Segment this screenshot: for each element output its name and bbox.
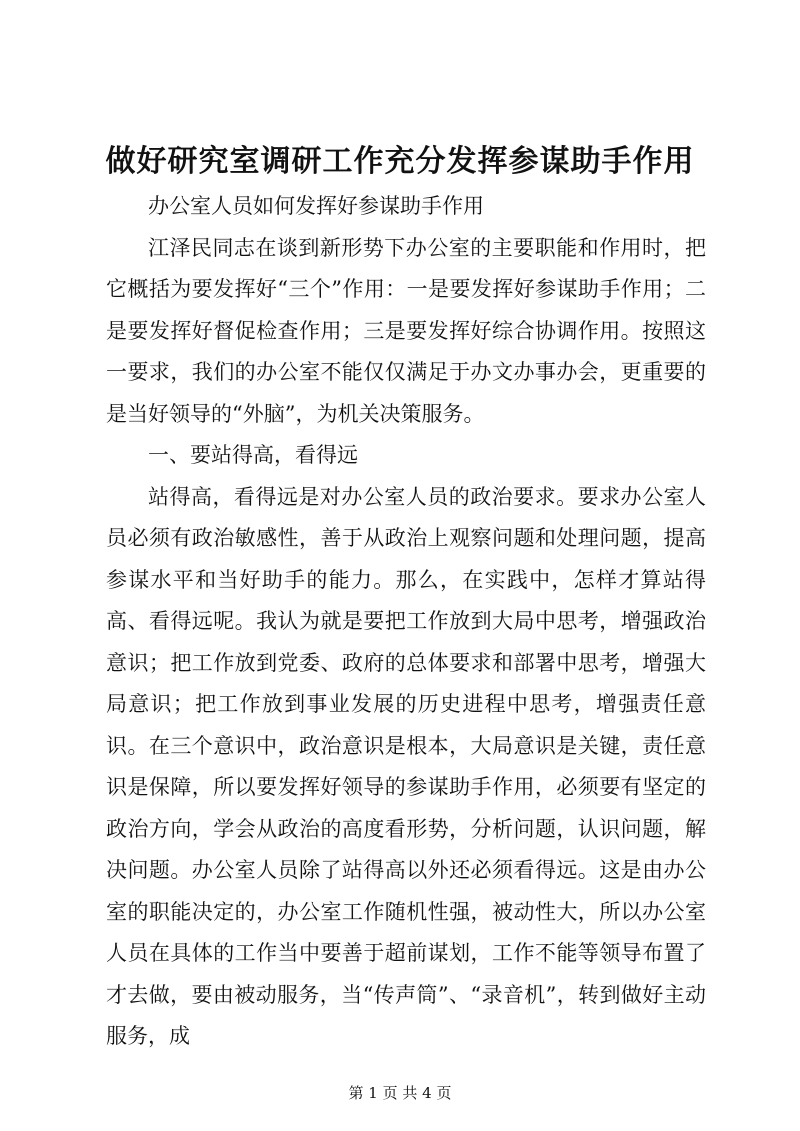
paragraph-section-body: 站得高，看得远是对办公室人员的政治要求。要求办公室人员必须有政治敏感性，善于从政治上观察问题和处理问题，提高参谋水平和当好助手的能力。那么，在实践中，怎样才算站得高、看得远呢。我认为就是要把工作放到大局中思考，增强政治意识；把工作放到党委、政府的总体要求和部署中思考，增强大局意识；把工作放到事业发展的历史进程中思考，增强责任意识。在三个意识中，政治意识是根本，大局意识是关键，责任意识是保障，所以要发挥好领导的参谋助手作用，必须要有坚定的政治方向，学会从政治的高度看形势，分析问题，认识问题，解决问题。办公室人员除了站得高以外还必须看得远。这是由办公室的职能决定的，办公室工作随机性强，被动性大，所以办公室人员在具体的工作当中要善于超前谋划，工作不能等领导布置了才去做，要由被动服务，当“传声筒”、“录音机”，转到做好主动服务，成 [106, 484, 706, 1048]
paragraph-subtitle: 办公室人员如何发挥好参谋助手作用 [148, 194, 484, 218]
document-body [106, 186, 706, 1058]
paragraph-intro: 江泽民同志在谈到新形势下办公室的主要职能和作用时，把它概括为要发挥好“三个”作用：一是要发挥好参谋助手作用；二是要发挥好督促检查作用；三是要发挥好综合协调作用。按照这一要求，我们的办公室不能仅仅满足于办文办事办会，更重要的是当好领导的“外脑”，为机关决策服务。 [106, 235, 706, 426]
section-heading: 一、要站得高，看得远 [148, 443, 358, 467]
document-title: 做好研究室调研工作充分发挥参谋助手作用 [105, 144, 695, 179]
page-footer: 第 1 页 共 4 页 [348, 1084, 452, 1102]
